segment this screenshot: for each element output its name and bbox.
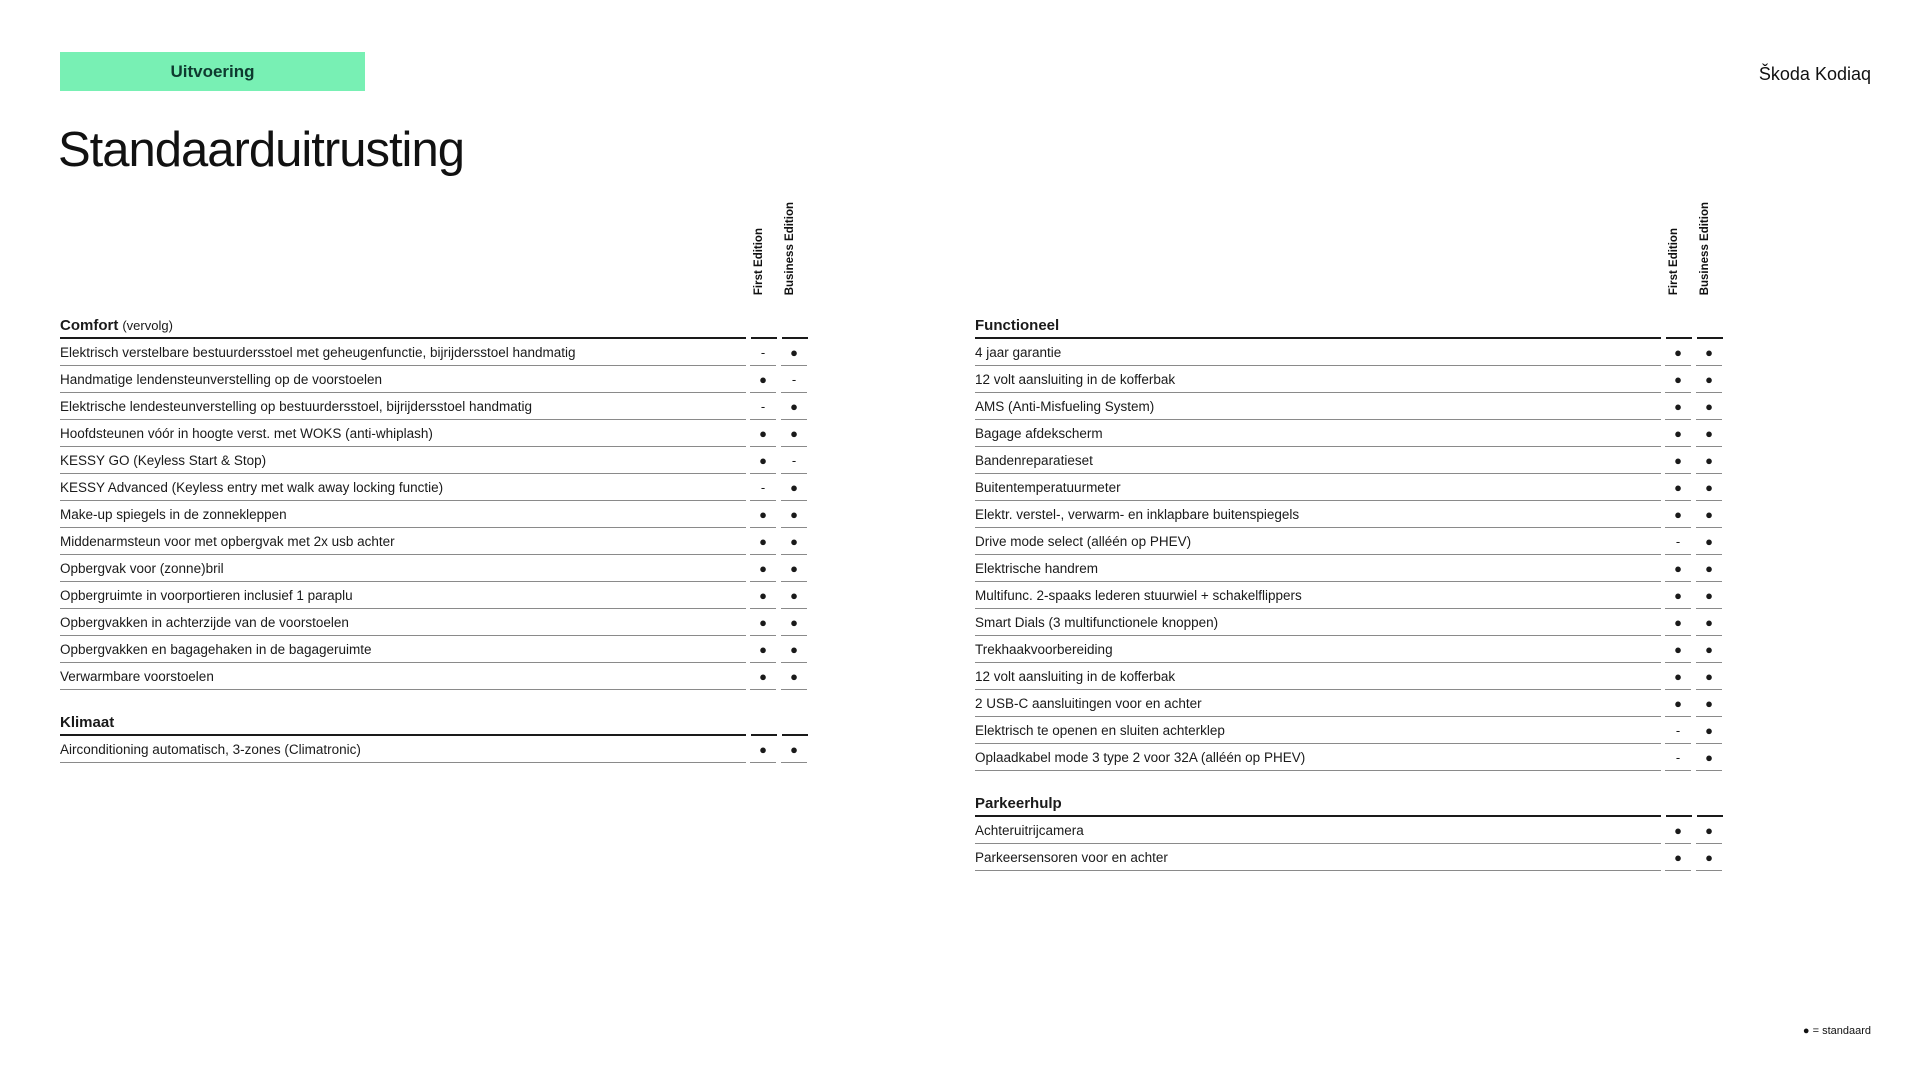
business-edition-value: ● — [781, 736, 807, 763]
first-edition-value: ● — [1665, 636, 1691, 663]
column-header-first-edition: First Edition — [753, 227, 765, 295]
first-edition-value: ● — [1665, 393, 1691, 420]
first-edition-value: - — [750, 474, 776, 501]
column-headers — [975, 201, 1725, 295]
business-edition-value: ● — [1696, 690, 1722, 717]
row-label: Achteruitrijcamera — [975, 817, 1661, 844]
business-edition-value: ● — [1696, 501, 1722, 528]
first-edition-value: ● — [1665, 501, 1691, 528]
business-edition-value: ● — [1696, 339, 1722, 366]
row-label: Handmatige lendensteunverstelling op de voorstoelen — [60, 366, 746, 393]
first-edition-value: ● — [1665, 447, 1691, 474]
section-header — [60, 311, 810, 339]
section-header — [975, 789, 1725, 817]
table-row — [975, 744, 1725, 771]
business-edition-value: ● — [781, 501, 807, 528]
table-row — [60, 366, 810, 393]
table-row — [975, 528, 1725, 555]
business-edition-value: ● — [1696, 582, 1722, 609]
business-edition-value: ● — [781, 582, 807, 609]
section-title: Functioneel — [975, 317, 1060, 334]
column-header-business-edition: Business Edition — [1699, 201, 1711, 295]
row-label: Smart Dials (3 multifunctionele knoppen) — [975, 609, 1661, 636]
column-headers — [60, 201, 810, 295]
business-edition-value: ● — [1696, 555, 1722, 582]
first-edition-value: ● — [1665, 339, 1691, 366]
first-edition-value: - — [1665, 717, 1691, 744]
column-header-business-edition: Business Edition — [784, 201, 796, 295]
row-label: Multifunc. 2-spaaks lederen stuurwiel + schakelflippers — [975, 582, 1661, 609]
section-subtitle: (vervolg) — [122, 318, 173, 333]
row-label: Drive mode select (alléén op PHEV) — [975, 528, 1661, 555]
first-edition-value: ● — [1665, 609, 1691, 636]
row-label: KESSY Advanced (Keyless entry met walk away locking functie) — [60, 474, 746, 501]
row-label: Opbergvakken in achterzijde van de voorstoelen — [60, 609, 746, 636]
table-row — [975, 636, 1725, 663]
table-row — [60, 447, 810, 474]
business-edition-value: ● — [1696, 609, 1722, 636]
first-edition-value: ● — [750, 420, 776, 447]
first-edition-value: ● — [1665, 663, 1691, 690]
business-edition-value: ● — [1696, 817, 1722, 844]
business-edition-value: ● — [781, 609, 807, 636]
row-label: Elektrische handrem — [975, 555, 1661, 582]
section-header — [60, 708, 810, 736]
row-label: 4 jaar garantie — [975, 339, 1661, 366]
first-edition-value: - — [750, 393, 776, 420]
row-label: Opbergvak voor (zonne)bril — [60, 555, 746, 582]
business-edition-value: ● — [781, 528, 807, 555]
first-edition-value: ● — [1665, 474, 1691, 501]
left-spec-table — [60, 201, 810, 763]
first-edition-value: ● — [750, 736, 776, 763]
table-row — [60, 736, 810, 763]
first-edition-value: - — [1665, 744, 1691, 771]
section-title: Parkeerhulp — [975, 795, 1062, 812]
table-row — [60, 582, 810, 609]
row-label: Bagage afdekscherm — [975, 420, 1661, 447]
table-row — [975, 447, 1725, 474]
row-label: 12 volt aansluiting in de kofferbak — [975, 366, 1661, 393]
table-row — [60, 474, 810, 501]
business-edition-value: ● — [1696, 474, 1722, 501]
first-edition-value: ● — [750, 582, 776, 609]
row-label: Hoofdsteunen vóór in hoogte verst. met WOKS (anti-whiplash) — [60, 420, 746, 447]
business-edition-value: ● — [1696, 717, 1722, 744]
business-edition-value: ● — [1696, 636, 1722, 663]
table-row — [60, 420, 810, 447]
row-label: Verwarmbare voorstoelen — [60, 663, 746, 690]
business-edition-value: ● — [1696, 393, 1722, 420]
row-label: Make-up spiegels in de zonnekleppen — [60, 501, 746, 528]
business-edition-value: ● — [781, 663, 807, 690]
business-edition-value: - — [781, 447, 807, 474]
first-edition-value: ● — [750, 366, 776, 393]
section-title: Klimaat — [60, 714, 115, 731]
table-row — [975, 582, 1725, 609]
table-row — [975, 339, 1725, 366]
row-label: Elektrisch te openen en sluiten achterklep — [975, 717, 1661, 744]
row-label: Airconditioning automatisch, 3-zones (Climatronic) — [60, 736, 746, 763]
business-edition-value: ● — [1696, 744, 1722, 771]
legend: ● = standaard — [1802, 1025, 1871, 1037]
business-edition-value: ● — [781, 474, 807, 501]
right-spec-table — [975, 201, 1725, 871]
section-tag: Uitvoering — [60, 52, 365, 91]
table-row — [975, 690, 1725, 717]
table-row — [60, 339, 810, 366]
business-edition-value: ● — [1696, 420, 1722, 447]
first-edition-value: ● — [750, 555, 776, 582]
row-label: Parkeersensoren voor en achter — [975, 844, 1661, 871]
first-edition-value: ● — [750, 528, 776, 555]
table-row — [60, 501, 810, 528]
row-label: KESSY GO (Keyless Start & Stop) — [60, 447, 746, 474]
business-edition-value: ● — [781, 420, 807, 447]
first-edition-value: ● — [750, 609, 776, 636]
table-row — [975, 555, 1725, 582]
business-edition-value: ● — [781, 339, 807, 366]
first-edition-value: ● — [1665, 582, 1691, 609]
section-title: Comfort — [60, 317, 119, 334]
business-edition-value: ● — [1696, 528, 1722, 555]
row-label: Elektr. verstel-, verwarm- en inklapbare buitenspiegels — [975, 501, 1661, 528]
table-row — [60, 555, 810, 582]
row-label: 2 USB-C aansluitingen voor en achter — [975, 690, 1661, 717]
row-label: Elektrisch verstelbare bestuurdersstoel met geheugenfunctie, bijrijdersstoel handmatig — [60, 339, 746, 366]
first-edition-value: ● — [750, 447, 776, 474]
first-edition-value: - — [1665, 528, 1691, 555]
table-row — [60, 663, 810, 690]
row-label: Buitentemperatuurmeter — [975, 474, 1661, 501]
first-edition-value: ● — [1665, 420, 1691, 447]
first-edition-value: ● — [1665, 817, 1691, 844]
table-row — [60, 636, 810, 663]
table-row — [975, 501, 1725, 528]
first-edition-value: ● — [1665, 555, 1691, 582]
row-label: Oplaadkabel mode 3 type 2 voor 32A (alléén op PHEV) — [975, 744, 1661, 771]
row-label: Opbergvakken en bagagehaken in de bagageruimte — [60, 636, 746, 663]
business-edition-value: ● — [781, 555, 807, 582]
business-edition-value: ● — [1696, 844, 1722, 871]
table-row — [975, 717, 1725, 744]
business-edition-value: ● — [781, 393, 807, 420]
table-row — [60, 393, 810, 420]
table-row — [975, 420, 1725, 447]
brand-name: Škoda Kodiaq — [1758, 64, 1871, 84]
business-edition-value: - — [781, 366, 807, 393]
row-label: Trekhaakvoorbereiding — [975, 636, 1661, 663]
table-row — [975, 366, 1725, 393]
business-edition-value: ● — [1696, 447, 1722, 474]
table-row — [975, 474, 1725, 501]
row-label: AMS (Anti-Misfueling System) — [975, 393, 1661, 420]
row-label: 12 volt aansluiting in de kofferbak — [975, 663, 1661, 690]
first-edition-value: ● — [750, 636, 776, 663]
table-row — [975, 393, 1725, 420]
business-edition-value: ● — [1696, 366, 1722, 393]
row-label: Opbergruimte in voorportieren inclusief 1 paraplu — [60, 582, 746, 609]
first-edition-value: ● — [1665, 844, 1691, 871]
table-row — [60, 609, 810, 636]
section-header — [975, 311, 1725, 339]
page-title: Standaarduitrusting — [58, 123, 464, 177]
row-label: Elektrische lendesteunverstelling op bestuurdersstoel, bijrijdersstoel handmatig — [60, 393, 746, 420]
first-edition-value: ● — [1665, 690, 1691, 717]
table-row — [60, 528, 810, 555]
table-row — [975, 844, 1725, 871]
first-edition-value: ● — [750, 501, 776, 528]
column-header-first-edition: First Edition — [1668, 227, 1680, 295]
first-edition-value: ● — [750, 663, 776, 690]
row-label: Middenarmsteun voor met opbergvak met 2x usb achter — [60, 528, 746, 555]
table-row — [975, 817, 1725, 844]
table-row — [975, 663, 1725, 690]
business-edition-value: ● — [781, 636, 807, 663]
row-label: Bandenreparatieset — [975, 447, 1661, 474]
first-edition-value: ● — [1665, 366, 1691, 393]
business-edition-value: ● — [1696, 663, 1722, 690]
table-row — [975, 609, 1725, 636]
first-edition-value: - — [750, 339, 776, 366]
